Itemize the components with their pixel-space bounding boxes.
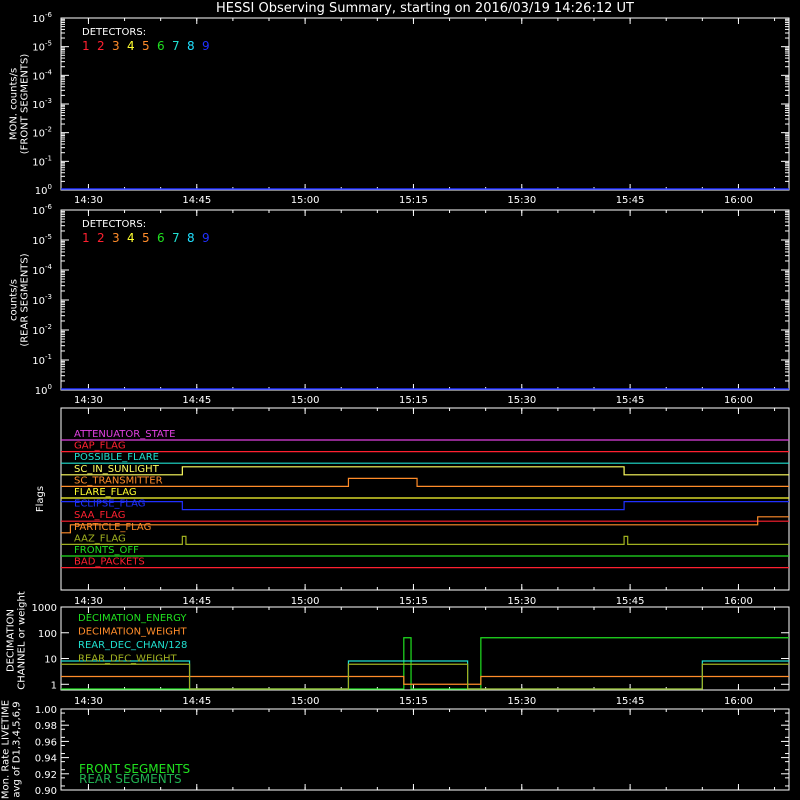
flags-time-label-3: 15:15 (399, 596, 428, 607)
flag-label-10: FRONTS_OFF (74, 545, 139, 556)
figure-title: HESSI Observing Summary, starting on 2016/03/19 14:26:12 UT (216, 1, 634, 16)
livetime-ylabel-1: avg of D1,3,4,5,6,9 (11, 701, 23, 798)
livetime-ytick-label-0: 0.90 (34, 786, 57, 797)
flags-time-label-0: 14:30 (74, 596, 103, 607)
rear-ytick-base: 10 (32, 206, 46, 217)
front-legend-entry-1: 2 (97, 39, 105, 53)
front-ylabel-0: MON. counts/s (8, 67, 20, 141)
flag-label-4: SC_TRANSMITTER (74, 475, 163, 487)
front-legend-entry-2: 3 (112, 39, 120, 53)
rear-ytick-exponent: -1 (45, 353, 52, 361)
decimation-series-line-1 (61, 677, 789, 685)
rear-ytick-base: 10 (32, 356, 46, 367)
flag-line-sc-in-sunlight (61, 467, 789, 475)
rear-time-label-3: 15:15 (399, 395, 428, 406)
decimation-time-label-6: 16:00 (724, 696, 753, 707)
decimation-time-label-5: 15:45 (615, 696, 645, 707)
front-ylabel-1: (FRONT SEGMENTS) (19, 53, 31, 155)
decimation-time-label-1: 14:45 (182, 696, 212, 707)
rear-legend-title: DETECTORS: (82, 219, 147, 230)
flag-label-0: ATTENUATOR_STATE (74, 429, 176, 440)
rear-ytick-exponent: 0 (47, 383, 52, 391)
decimation-time-label-3: 15:15 (399, 696, 428, 707)
front-ytick-label-6 (32, 11, 52, 25)
decimation-ytick-label-1: 10 (44, 654, 57, 666)
flags-ylabel-0: Flags (35, 485, 46, 513)
rear-time-label-1: 14:45 (182, 395, 212, 406)
rear-ytick-exponent: -3 (45, 293, 52, 301)
flag-label-2: POSSIBLE_FLARE (74, 452, 159, 464)
rear-frame (61, 210, 789, 390)
front-ytick-base: 10 (32, 128, 46, 140)
decimation-time-label-4: 15:30 (507, 696, 537, 707)
front-ytick-label-4 (32, 68, 52, 82)
rear-legend-entry-6: 7 (172, 231, 180, 245)
decimation-legend-0: DECIMATION_ENERGY (78, 613, 187, 624)
front-time-label-1: 14:45 (182, 195, 212, 206)
rear-time-label-6: 16:00 (724, 395, 753, 406)
rear-time-label-5: 15:45 (615, 395, 645, 406)
rear-legend-entry-8: 9 (202, 231, 210, 245)
rear-time-label-2: 15:00 (290, 395, 320, 406)
front-legend-entry-5: 6 (157, 39, 165, 53)
rear-ytick-label-0 (35, 383, 52, 397)
front-time-label-5: 15:45 (615, 195, 645, 206)
livetime-ytick-label-4: 0.98 (34, 721, 57, 733)
rear-ytick-label-3 (32, 293, 52, 307)
decimation-legend-2: REAR_DEC_CHAN/128 (78, 640, 188, 651)
decimation-ytick-label-2: 100 (37, 628, 57, 640)
front-ytick-base: 10 (32, 71, 46, 83)
front-ytick-exponent: -3 (45, 97, 52, 105)
front-ytick-label-1 (32, 154, 52, 168)
front-legend-entry-6: 7 (172, 39, 180, 53)
flags-time-label-2: 15:00 (290, 596, 320, 607)
rear-ytick-exponent: -4 (45, 263, 52, 271)
rear-ytick-base: 10 (32, 236, 46, 247)
front-legend-entry-0: 1 (82, 39, 90, 53)
front-ytick-label-0 (35, 183, 52, 197)
rear-legend-entry-5: 6 (157, 231, 165, 245)
flag-line-particle-flag (61, 517, 789, 533)
front-ytick-exponent: -1 (45, 154, 52, 163)
flag-line-eclipse-flag (61, 502, 789, 510)
decimation-time-label-2: 15:00 (290, 696, 320, 707)
front-legend-entry-3: 4 (127, 39, 135, 53)
front-ytick-label-5 (32, 40, 52, 54)
decimation-ytick-label-0: 1 (50, 680, 57, 692)
front-time-label-6: 16:00 (724, 195, 753, 206)
flag-line-aaz-flag (61, 536, 789, 544)
flag-line-sc-transmitter (61, 478, 789, 486)
front-ytick-exponent: -6 (45, 11, 52, 19)
livetime-legend-1: REAR SEGMENTS (79, 772, 182, 786)
front-ytick-base: 10 (32, 42, 46, 54)
flag-label-3: SC_IN_SUNLIGHT (74, 463, 159, 475)
front-frame (61, 18, 789, 190)
flags-time-label-6: 16:00 (724, 596, 753, 607)
front-ytick-exponent: 0 (47, 183, 52, 191)
rear-legend-entry-4: 5 (142, 231, 150, 245)
livetime-ytick-label-5: 1.00 (34, 705, 57, 716)
rear-legend-entry-0: 1 (82, 231, 90, 245)
front-ytick-exponent: -5 (45, 39, 52, 48)
front-legend-entry-7: 8 (187, 39, 195, 53)
panels-group (1, 11, 790, 799)
front-ytick-exponent: -2 (45, 125, 52, 134)
rear-legend-entry-3: 4 (127, 231, 135, 245)
rear-ylabel-0: counts/s (8, 278, 20, 322)
livetime-ytick-label-1: 0.92 (34, 769, 57, 781)
rear-ytick-exponent: -6 (45, 203, 52, 211)
decimation-ylabel-0: DECIMATION (5, 608, 17, 673)
livetime-legend-0: FRONT SEGMENTS (79, 762, 191, 776)
rear-ylabel-1: (REAR SEGMENTS) (19, 253, 31, 347)
front-ytick-base: 10 (32, 157, 46, 169)
front-ytick-exponent: -4 (45, 68, 52, 77)
rear-ytick-exponent: -5 (45, 233, 52, 241)
front-legend-entry-4: 5 (142, 39, 150, 53)
decimation-legend-1: DECIMATION_WEIGHT (78, 626, 187, 638)
front-time-label-3: 15:15 (399, 195, 428, 206)
livetime-ytick-label-3: 0.96 (34, 737, 57, 749)
rear-ytick-label-5 (32, 233, 52, 247)
flag-label-9: AAZ_FLAG (74, 533, 126, 545)
flag-label-11: BAD_PACKETS (74, 556, 145, 568)
rear-ytick-base: 10 (34, 386, 48, 397)
front-ytick-label-2 (32, 126, 52, 140)
rear-ytick-base: 10 (32, 326, 46, 337)
rear-ytick-base: 10 (32, 266, 46, 277)
decimation-legend-3: REAR_DEC_WEIGHT (78, 653, 177, 665)
livetime-ytick-label-2: 0.94 (34, 753, 57, 765)
rear-ytick-base: 10 (32, 296, 46, 307)
rear-ytick-exponent: -2 (45, 323, 52, 331)
flag-label-1: GAP_FLAG (74, 440, 126, 452)
decimation-ylabel-1: CHANNEL or weight (16, 591, 28, 690)
rear-legend-entry-1: 2 (97, 231, 105, 245)
flags-time-label-4: 15:30 (507, 596, 537, 607)
flags-time-label-5: 15:45 (615, 596, 645, 607)
rear-legend-entry-2: 3 (112, 231, 120, 245)
flag-label-7: SAA_FLAG (74, 510, 126, 522)
rear-ytick-label-4 (32, 263, 52, 277)
rear-ytick-label-1 (32, 353, 52, 367)
rear-time-label-0: 14:30 (74, 395, 103, 406)
flag-label-5: FLARE_FLAG (74, 487, 137, 498)
front-time-label-0: 14:30 (74, 195, 103, 206)
front-legend-entry-8: 9 (202, 39, 210, 53)
front-legend-title: DETECTORS: (82, 27, 147, 38)
livetime-ylabel-0: Mon. Rate LIVETIME (0, 699, 12, 800)
flags-time-label-1: 14:45 (182, 596, 212, 607)
rear-ytick-label-2 (32, 323, 52, 337)
rear-legend-entry-7: 8 (187, 231, 195, 245)
rear-ytick-label-6 (32, 203, 52, 217)
flag-label-8: PARTICLE_FLAG (74, 521, 152, 533)
front-ytick-base: 10 (34, 186, 48, 197)
front-ytick-base: 10 (32, 100, 46, 111)
rear-time-label-4: 15:30 (507, 395, 537, 406)
flag-label-6: ECLIPSE_FLAG (74, 498, 146, 510)
decimation-ytick-label-3: 1000 (31, 603, 57, 614)
front-time-label-4: 15:30 (507, 195, 537, 206)
front-ytick-base: 10 (32, 14, 46, 25)
front-ytick-label-3 (32, 97, 52, 111)
decimation-time-label-0: 14:30 (74, 696, 103, 707)
front-time-label-2: 15:00 (290, 195, 320, 206)
